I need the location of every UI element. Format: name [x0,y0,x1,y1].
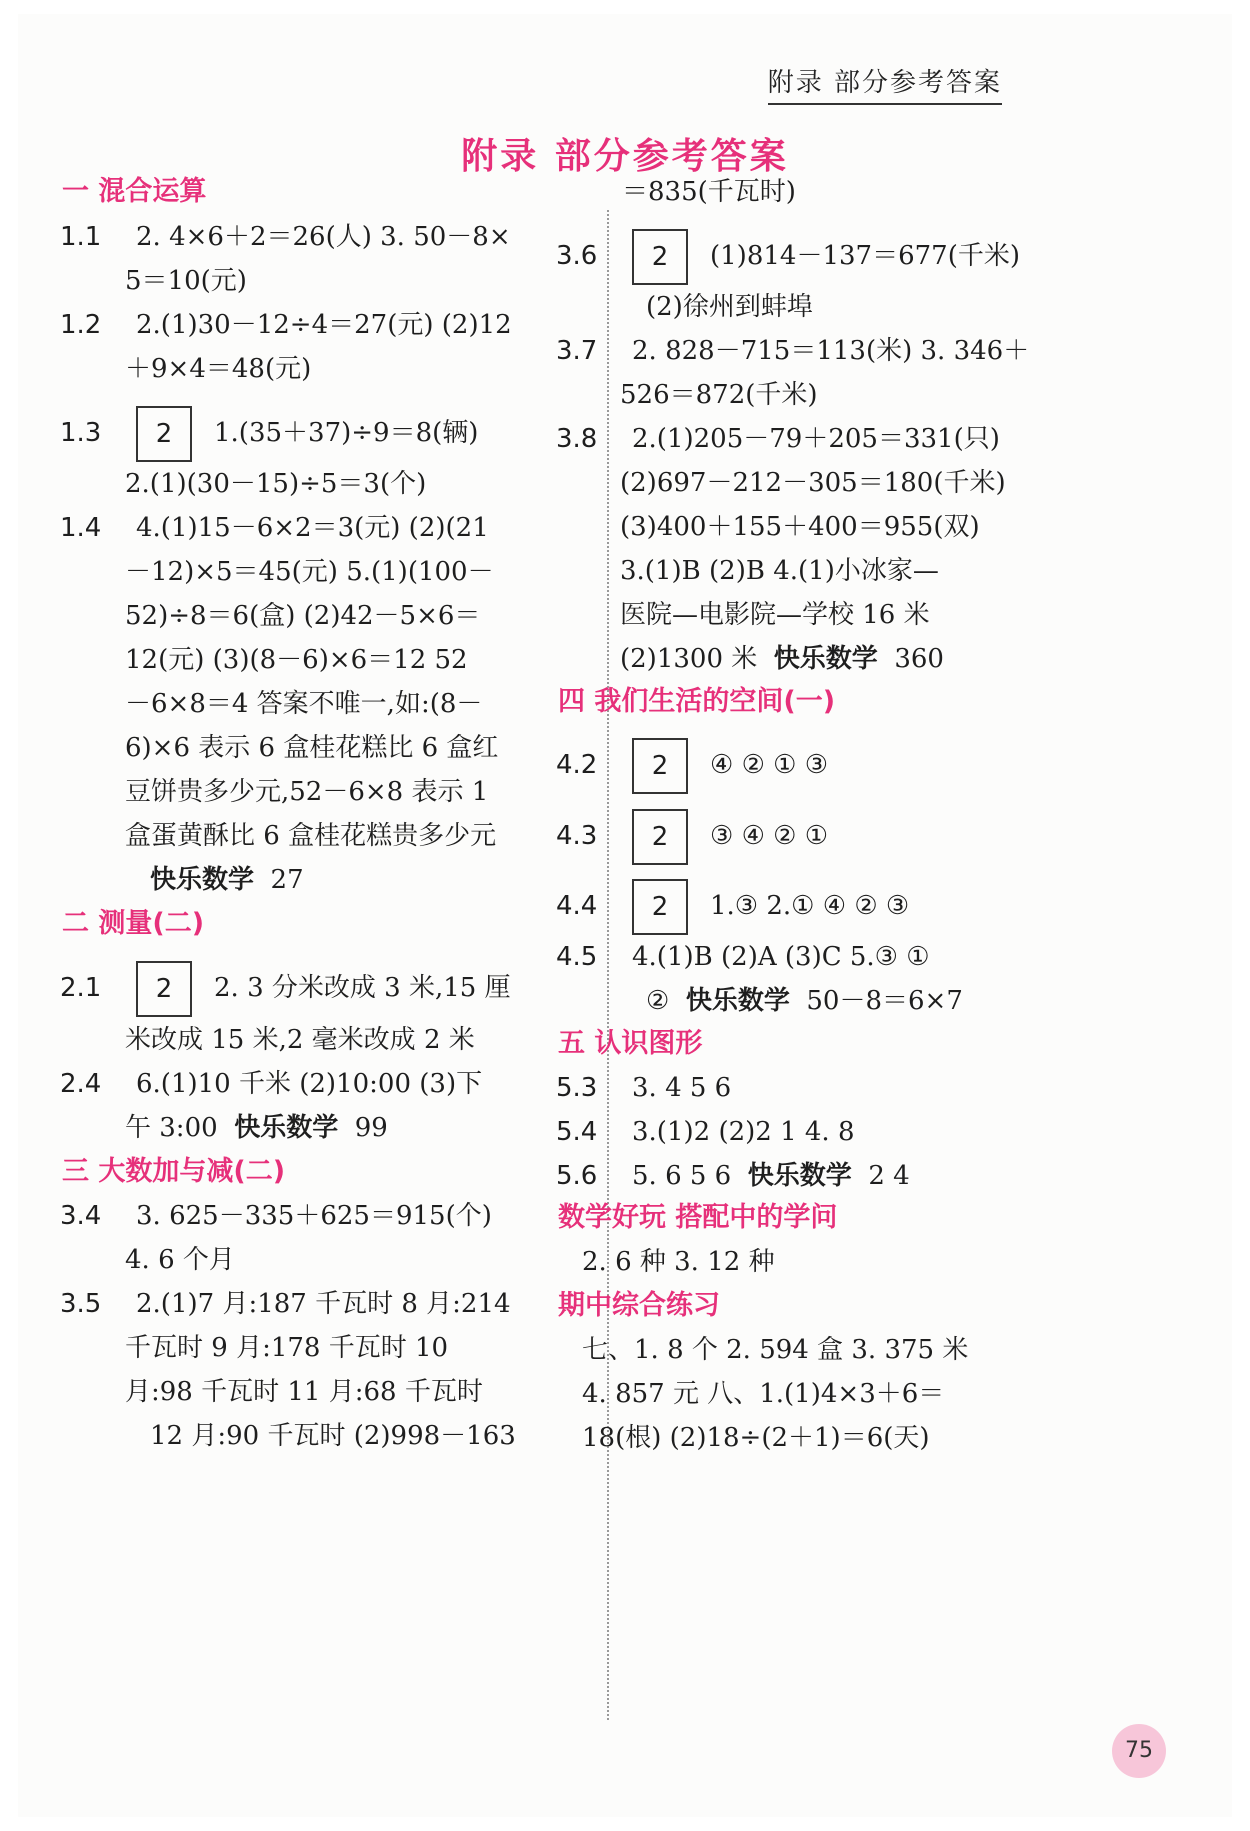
answer-line [556,331,1029,371]
answer-line [556,1112,855,1152]
happy-math-value: 99 [354,1113,388,1143]
answer-line [556,738,829,781]
lesson-number: 3.6 [556,241,598,271]
exercise-box: 2 [632,809,688,865]
exercise-box: 2 [632,229,688,285]
happy-math-line [150,860,304,900]
answer-line [556,937,930,977]
section-heading: 四 我们生活的空间(一) [558,686,836,717]
answer-text: 3. 4 5 6 [632,1073,732,1103]
section-heading: 数学好玩 搭配中的学问 [558,1202,838,1233]
answer-text: ③ ④ ② ① [710,821,829,851]
lesson-number: 3.8 [556,424,598,454]
lesson-number: 3.7 [556,336,598,366]
answer-line: －12)×5＝45(元) 5.(1)(100－ [125,557,494,587]
answer-text: 4.(1)B (2)A (3)C 5.③ ① [632,942,930,972]
page-number: 75 [1112,1724,1166,1778]
answer-line: 12 月:90 千瓦时 (2)998－163 [150,1421,516,1451]
answer-line: (2)697－212－305＝180(千米) [620,468,1006,498]
lesson-number: 4.5 [556,942,598,972]
section-heading: 期中综合练习 [558,1290,720,1321]
section-heading: 二 测量(二) [62,908,205,939]
lesson-number: 1.2 [60,310,102,340]
answer-text: 2. 4×6＋2＝26(人) 3. 50－8× [136,222,511,252]
answer-line: 月:98 千瓦时 11 月:68 千瓦时 [125,1377,483,1407]
lesson-number: 3.4 [60,1201,102,1231]
answer-line [60,1284,511,1324]
answer-text: 2. 828－715＝113(米) 3. 346＋ [632,336,1030,366]
happy-math-line [556,1156,910,1196]
happy-math-value: 360 [894,644,944,674]
happy-math-value: 2 4 [868,1161,910,1191]
section-heading: 五 认识图形 [558,1028,703,1059]
answer-text: ② [646,986,670,1016]
answer-line: 千瓦时 9 月:178 千瓦时 10 [125,1333,449,1363]
happy-math-value: 50－8＝6×7 [806,986,963,1016]
answer-line: 医院—电影院—学校 16 米 [620,600,930,630]
happy-math-label: 快乐数学 [773,644,878,674]
answer-line: 5＝10(元) [125,266,247,296]
answer-text: 午 3:00 [125,1113,218,1143]
running-header: 附录 部分参考答案 [768,62,1002,105]
answer-text: 1.(35＋37)÷9＝8(辆) [214,418,479,448]
answer-text: 2.(1)30－12÷4＝27(元) (2)12 [136,310,512,340]
answer-line [556,229,1020,272]
lesson-number: 2.4 [60,1069,102,1099]
lesson-number: 3.5 [60,1289,102,1319]
lesson-number: 1.1 [60,222,102,252]
answer-text: 2. 3 分米改成 3 米,15 厘 [214,973,511,1003]
lesson-number: 4.2 [556,750,598,780]
answer-text: (1)814－137＝677(千米) [710,241,1020,271]
answer-line: (3)400＋155＋400＝955(双) [620,512,980,542]
answer-text: ④ ② ① ③ [710,750,829,780]
lesson-number: 5.6 [556,1161,598,1191]
exercise-box: 2 [632,738,688,794]
answer-line: 4. 6 个月 [125,1245,235,1275]
answer-line: 12(元) (3)(8－6)×6＝12 52 [125,645,468,675]
answer-line [60,508,489,548]
answer-line: 6)×6 表示 6 盒桂花糕比 6 盒红 [125,733,499,763]
answer-line [60,1196,492,1236]
happy-math-label: 快乐数学 [234,1113,339,1143]
answer-line: 盒蛋黄酥比 6 盒桂花糕贵多少元 [125,821,497,851]
answer-line [556,809,829,852]
answer-text: 2.(1)7 月:187 千瓦时 8 月:214 [136,1289,511,1319]
happy-math-label: 快乐数学 [685,986,790,1016]
answer-line [556,879,910,922]
happy-math-label: 快乐数学 [747,1161,852,1191]
answer-line: 七、1. 8 个 2. 594 盒 3. 375 米 [582,1335,969,1365]
lesson-number: 1.4 [60,513,102,543]
answer-text: 3.(1)2 (2)2 1 4. 8 [632,1117,855,1147]
section-heading: 三 大数加与减(二) [62,1156,286,1187]
answer-text: 1.③ 2.① ④ ② ③ [710,891,910,921]
answer-line: ＋9×4＝48(元) [125,354,312,384]
answer-line: 526＝872(千米) [620,380,818,410]
answer-line: 52)÷8＝6(盒) (2)42－5×6＝ [125,601,481,631]
answer-line [60,217,511,257]
answer-line: 豆饼贵多少元,52－6×8 表示 1 [125,777,489,807]
answer-line [556,419,1000,459]
happy-math-label: 快乐数学 [150,865,255,895]
answer-text: 6.(1)10 千米 (2)10:00 (3)下 [136,1069,483,1099]
lesson-number: 4.3 [556,821,598,851]
answer-line [60,961,511,1004]
answer-line: 3.(1)B (2)B 4.(1)小冰家— [620,556,939,586]
lesson-number: 1.3 [60,418,102,448]
answer-text: 5. 6 5 6 [632,1161,732,1191]
exercise-box: 2 [632,879,688,935]
lesson-number: 4.4 [556,891,598,921]
answer-line: 2.(1)(30－15)÷5＝3(个) [125,469,427,499]
answer-text: 2.(1)205－79＋205＝331(只) [632,424,1000,454]
answer-line: 18(根) (2)18÷(2＋1)＝6(天) [582,1423,930,1453]
answer-text: 4.(1)15－6×2＝3(元) (2)(21 [136,513,489,543]
page-title: 附录 部分参考答案 [461,136,789,177]
answer-line [60,406,479,449]
answer-line: －6×8＝4 答案不唯一,如:(8－ [125,689,483,719]
answer-line [556,1068,731,1108]
lesson-number: 5.4 [556,1117,598,1147]
exercise-box: 2 [136,406,192,462]
answer-line: 2. 6 种 3. 12 种 [582,1247,775,1277]
happy-math-line [125,1108,388,1148]
answer-line: 米改成 15 米,2 毫米改成 2 米 [125,1025,475,1055]
answer-text: 3. 625－335＋625＝915(个) [136,1201,492,1231]
happy-math-value: 27 [270,865,304,895]
answer-line [60,1064,482,1104]
answer-line: ＝835(千瓦时) [622,177,796,207]
answer-line: 4. 857 元 八、1.(1)4×3＋6＝ [582,1379,945,1409]
answer-text: (2)1300 米 [620,644,758,674]
exercise-box: 2 [136,961,192,1017]
happy-math-line [620,639,944,679]
answer-line [60,305,512,345]
section-heading: 一 混合运算 [62,176,207,207]
happy-math-line [646,981,963,1021]
lesson-number: 5.3 [556,1073,598,1103]
answer-line: (2)徐州到蚌埠 [646,292,813,322]
lesson-number: 2.1 [60,973,102,1003]
